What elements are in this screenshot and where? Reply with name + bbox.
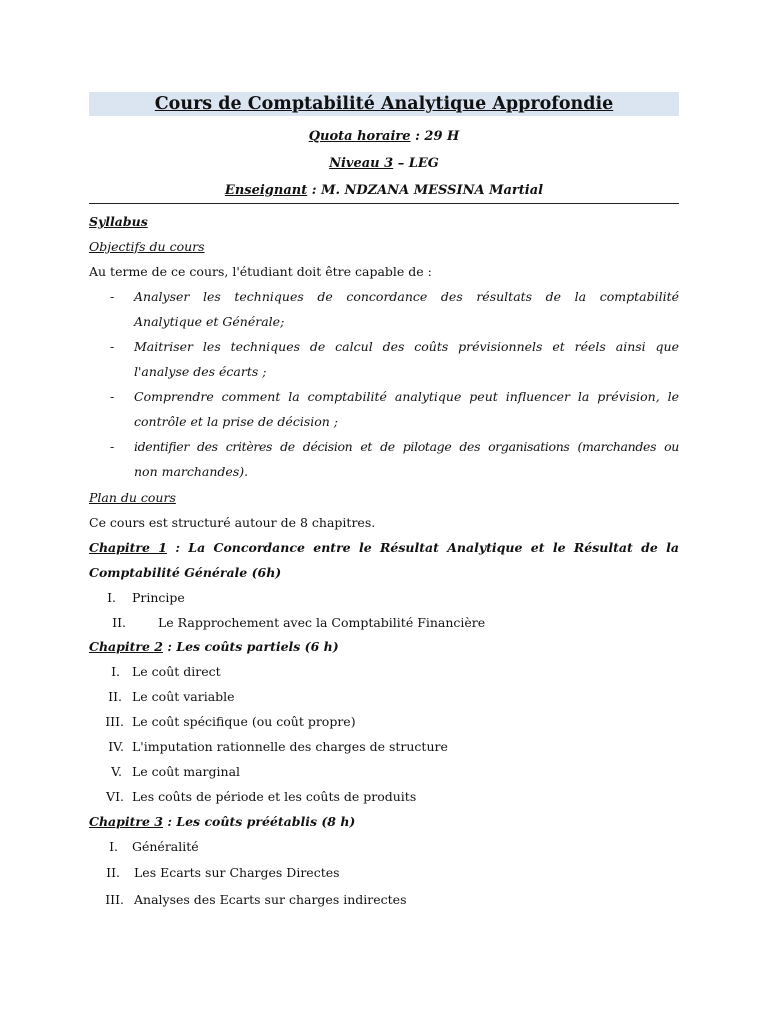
enseignant-value: : M. NDZANA MESSINA Martial <box>307 183 544 198</box>
plan-heading: Plan du cours <box>89 490 176 505</box>
list-item: L'imputation rationnelle des charges de structure <box>132 739 448 754</box>
objective-line: non marchandes). <box>134 464 249 479</box>
item-number: I. <box>107 590 116 605</box>
bullet-marker: - <box>110 439 115 454</box>
header-divider <box>89 203 679 204</box>
objective-line: Maitriser les techniques de calcul des coûts prévisionnels et réels ainsi que <box>134 339 679 354</box>
list-item: Le Rapprochement avec la Comptabilité Financière <box>158 615 486 630</box>
item-number: II. <box>106 865 120 880</box>
list-item: Le coût spécifique (ou coût propre) <box>132 714 356 729</box>
list-item: Le coût variable <box>132 689 235 704</box>
syllabus-heading: Syllabus <box>89 214 148 229</box>
list-item: Principe <box>132 590 185 605</box>
item-number: II. <box>112 615 126 630</box>
niveau-value: – LEG <box>393 156 439 171</box>
item-number: IV. <box>108 739 124 754</box>
enseignant-line <box>89 182 679 200</box>
objectifs-heading: Objectifs du cours <box>89 239 205 254</box>
objectifs-intro: Au terme de ce cours, l'étudiant doit être capable de : <box>89 264 432 279</box>
chapter-1-title: Chapitre 1 : La Concordance entre le Résultat Analytique et le Résultat de la <box>89 540 679 555</box>
list-item: Analyses des Ecarts sur charges indirectes <box>134 892 407 907</box>
quota-value: : 29 H <box>410 129 460 144</box>
item-number: V. <box>111 764 122 779</box>
list-item: Généralité <box>132 839 199 854</box>
chapter-1-title-cont: Comptabilité Générale (6h) <box>89 565 282 580</box>
item-number: VI. <box>106 789 124 804</box>
list-item: Les Ecarts sur Charges Directes <box>134 865 340 880</box>
enseignant-label: Enseignant <box>224 183 308 198</box>
objective-line: contrôle et la prise de décision ; <box>134 414 338 429</box>
item-number: III. <box>105 714 124 729</box>
niveau-label: Niveau 3 <box>329 156 394 171</box>
item-number: II. <box>108 689 122 704</box>
item-number: I. <box>111 664 120 679</box>
chapter-3-title: Chapitre 3 : Les coûts préétablis (8 h) <box>89 814 356 829</box>
objective-line: identifier des critères de décision et de pilotage des organisations (marchandes ou <box>134 439 679 454</box>
chapter-2-title: Chapitre 2 : Les coûts partiels (6 h) <box>89 639 339 654</box>
objective-line: l'analyse des écarts ; <box>134 364 267 379</box>
bullet-marker: - <box>110 289 115 304</box>
list-item: Le coût marginal <box>132 764 241 779</box>
objective-line: Analytique et Générale; <box>134 314 285 329</box>
quota-label: Quota horaire <box>308 129 411 144</box>
quota-line <box>89 128 679 146</box>
list-item: Les coûts de période et les coûts de produits <box>132 789 417 804</box>
bullet-marker: - <box>110 389 115 404</box>
bullet-marker: - <box>110 339 115 354</box>
item-number: III. <box>105 892 124 907</box>
objective-line: Comprendre comment la comptabilité analytique peut influencer la prévision, le <box>134 389 679 404</box>
page-title: Cours de Comptabilité Analytique Approfondie <box>154 94 614 114</box>
objective-line: Analyser les techniques de concordance des résultats de la comptabilité <box>134 289 679 304</box>
item-number: I. <box>109 839 118 854</box>
plan-intro: Ce cours est structuré autour de 8 chapitres. <box>89 515 376 530</box>
niveau-line <box>89 155 679 173</box>
list-item: Le coût direct <box>132 664 221 679</box>
